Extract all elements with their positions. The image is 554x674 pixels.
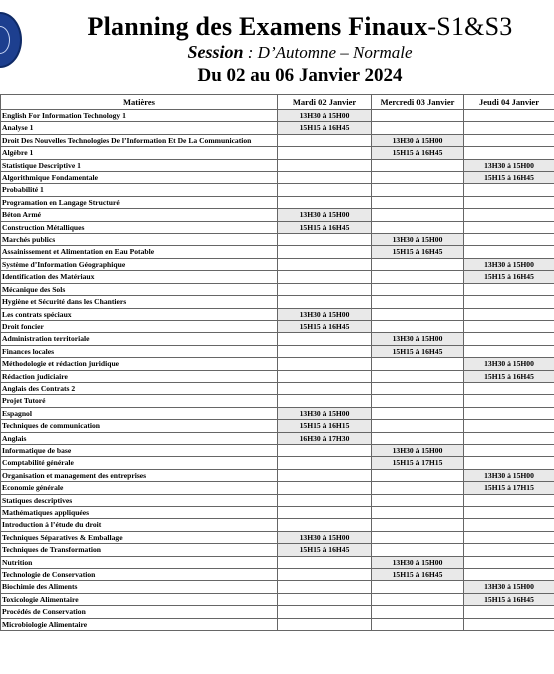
subject-cell: Mécanique des Sols: [1, 283, 278, 295]
mardi-slot-cell: [278, 196, 372, 208]
mercredi-slot-cell: [372, 172, 464, 184]
mercredi-slot-cell: [372, 382, 464, 394]
mardi-slot-cell: [278, 370, 372, 382]
mercredi-slot-cell: [372, 283, 464, 295]
table-row: [1, 531, 554, 543]
mercredi-slot-cell: [372, 581, 464, 593]
column-header-mercredi: Mercredi 03 Janvier: [372, 95, 464, 110]
subject-cell: English For Information Technology 1: [1, 110, 278, 122]
subject-cell: Hygiène et Sécurité dans les Chantiers: [1, 296, 278, 308]
mercredi-slot-cell: [372, 184, 464, 196]
mardi-slot-cell: [278, 134, 372, 146]
table-row: [1, 122, 554, 134]
jeudi-slot-cell: 13H30 à 15H00: [464, 258, 554, 270]
mardi-slot-cell: [278, 482, 372, 494]
jeudi-slot-cell: [464, 196, 554, 208]
subject-cell: Analyse 1: [1, 122, 278, 134]
jeudi-slot-cell: [464, 122, 554, 134]
mardi-slot-cell: [278, 271, 372, 283]
mardi-slot-cell: 13H30 à 15H00: [278, 110, 372, 122]
jeudi-slot-cell: 13H30 à 15H00: [464, 358, 554, 370]
mercredi-slot-cell: [372, 519, 464, 531]
subject-cell: Construction Métalliques: [1, 221, 278, 233]
mardi-slot-cell: [278, 519, 372, 531]
table-row: [1, 283, 554, 295]
subject-cell: Statistique Descriptive 1: [1, 159, 278, 171]
jeudi-slot-cell: [464, 432, 554, 444]
jeudi-slot-cell: [464, 457, 554, 469]
table-row: [1, 618, 554, 630]
mardi-slot-cell: [278, 358, 372, 370]
jeudi-slot-cell: [464, 569, 554, 581]
mardi-slot-cell: [278, 147, 372, 159]
subject-cell: Marchés publics: [1, 234, 278, 246]
jeudi-slot-cell: [464, 556, 554, 568]
mercredi-slot-cell: [372, 308, 464, 320]
mercredi-slot-cell: [372, 370, 464, 382]
mercredi-slot-cell: [372, 593, 464, 605]
mardi-slot-cell: 15H15 à 16H45: [278, 122, 372, 134]
jeudi-slot-cell: 15H15 à 16H45: [464, 593, 554, 605]
jeudi-slot-cell: 15H15 à 16H45: [464, 370, 554, 382]
mercredi-slot-cell: [372, 110, 464, 122]
subject-cell: Identification des Matériaux: [1, 271, 278, 283]
mardi-slot-cell: [278, 159, 372, 171]
exam-schedule-table: [0, 94, 554, 631]
mardi-slot-cell: [278, 593, 372, 605]
jeudi-slot-cell: [464, 320, 554, 332]
subject-cell: Programation en Langage Structuré: [1, 196, 278, 208]
mercredi-slot-cell: [372, 296, 464, 308]
table-row: [1, 507, 554, 519]
mercredi-slot-cell: [372, 196, 464, 208]
subject-cell: Introduction à l’étude du droit: [1, 519, 278, 531]
mardi-slot-cell: [278, 618, 372, 630]
jeudi-slot-cell: 15H15 à 16H45: [464, 271, 554, 283]
jeudi-slot-cell: 13H30 à 15H00: [464, 159, 554, 171]
table-row: [1, 544, 554, 556]
mardi-slot-cell: 15H15 à 16H45: [278, 221, 372, 233]
mercredi-slot-cell: [372, 320, 464, 332]
subject-cell: Béton Armé: [1, 209, 278, 221]
table-row: [1, 147, 554, 159]
subject-cell: Les contrats spéciaux: [1, 308, 278, 320]
table-row: [1, 593, 554, 605]
subject-cell: Espagnol: [1, 407, 278, 419]
jeudi-slot-cell: [464, 345, 554, 357]
mercredi-slot-cell: [372, 618, 464, 630]
table-row: [1, 407, 554, 419]
table-row: [1, 196, 554, 208]
table-row: [1, 606, 554, 618]
jeudi-slot-cell: [464, 544, 554, 556]
table-row: [1, 519, 554, 531]
subject-cell: Anglais: [1, 432, 278, 444]
table-row: [1, 482, 554, 494]
mercredi-slot-cell: [372, 432, 464, 444]
column-header-jeudi: Jeudi 04 Janvier: [464, 95, 554, 110]
table-row: [1, 209, 554, 221]
subject-cell: Projet Tutoré: [1, 395, 278, 407]
table-row: [1, 444, 554, 456]
mardi-slot-cell: 15H15 à 16H45: [278, 544, 372, 556]
mardi-slot-cell: [278, 569, 372, 581]
mercredi-slot-cell: [372, 271, 464, 283]
jeudi-slot-cell: 15H15 à 17H15: [464, 482, 554, 494]
mercredi-slot-cell: [372, 531, 464, 543]
table-row: [1, 333, 554, 345]
mardi-slot-cell: [278, 395, 372, 407]
subject-cell: Algorithmique Fondamentale: [1, 172, 278, 184]
subject-cell: Méthodologie et rédaction juridique: [1, 358, 278, 370]
title-main: Planning des Examens Finaux: [87, 12, 428, 41]
subject-cell: Techniques de communication: [1, 420, 278, 432]
jeudi-slot-cell: [464, 283, 554, 295]
subject-cell: Techniques Séparatives & Emballage: [1, 531, 278, 543]
jeudi-slot-cell: [464, 184, 554, 196]
mardi-slot-cell: 16H30 à 17H30: [278, 432, 372, 444]
jeudi-slot-cell: 15H15 à 16H45: [464, 172, 554, 184]
jeudi-slot-cell: [464, 494, 554, 506]
jeudi-slot-cell: [464, 395, 554, 407]
jeudi-slot-cell: [464, 296, 554, 308]
table-row: [1, 271, 554, 283]
jeudi-slot-cell: [464, 407, 554, 419]
subject-cell: Economie générale: [1, 482, 278, 494]
mardi-slot-cell: 13H30 à 15H00: [278, 209, 372, 221]
exam-dates: Du 02 au 06 Janvier 2024: [197, 65, 403, 86]
mercredi-slot-cell: [372, 122, 464, 134]
table-row: [1, 258, 554, 270]
table-row: [1, 420, 554, 432]
mardi-slot-cell: [278, 606, 372, 618]
mercredi-slot-cell: [372, 209, 464, 221]
mardi-slot-cell: [278, 333, 372, 345]
jeudi-slot-cell: [464, 507, 554, 519]
table-row: [1, 159, 554, 171]
mardi-slot-cell: 15H15 à 16H15: [278, 420, 372, 432]
mardi-slot-cell: [278, 172, 372, 184]
mercredi-slot-cell: 15H15 à 16H45: [372, 147, 464, 159]
mercredi-slot-cell: [372, 494, 464, 506]
session-word: Session: [187, 42, 244, 62]
jeudi-slot-cell: 13H30 à 15H00: [464, 469, 554, 481]
table-row: [1, 358, 554, 370]
table-body: [1, 110, 554, 631]
mardi-slot-cell: 15H15 à 16H45: [278, 320, 372, 332]
subject-cell: Technologie de Conservation: [1, 569, 278, 581]
subject-cell: Système d’Information Géographique: [1, 258, 278, 270]
mercredi-slot-cell: 15H15 à 17H15: [372, 457, 464, 469]
mardi-slot-cell: [278, 457, 372, 469]
mardi-slot-cell: [278, 296, 372, 308]
jeudi-slot-cell: [464, 618, 554, 630]
mercredi-slot-cell: 13H30 à 15H00: [372, 134, 464, 146]
jeudi-slot-cell: [464, 519, 554, 531]
table-row: [1, 370, 554, 382]
subject-cell: Statiques descriptives: [1, 494, 278, 506]
session-type: : D’Automne – Normale: [243, 43, 413, 62]
table-row: [1, 246, 554, 258]
jeudi-slot-cell: [464, 606, 554, 618]
mercredi-slot-cell: 15H15 à 16H45: [372, 569, 464, 581]
table-row: [1, 569, 554, 581]
mercredi-slot-cell: [372, 507, 464, 519]
column-header-subjects: Matières: [1, 95, 278, 110]
jeudi-slot-cell: [464, 420, 554, 432]
mardi-slot-cell: [278, 345, 372, 357]
title-suffix: -S1&S3: [427, 12, 513, 41]
mercredi-slot-cell: [372, 420, 464, 432]
jeudi-slot-cell: [464, 246, 554, 258]
subject-cell: Microbiologie Alimentaire: [1, 618, 278, 630]
table-header-row: [1, 95, 554, 110]
jeudi-slot-cell: [464, 134, 554, 146]
table-row: [1, 432, 554, 444]
subject-cell: Administration territoriale: [1, 333, 278, 345]
jeudi-slot-cell: [464, 147, 554, 159]
jeudi-slot-cell: [464, 221, 554, 233]
mardi-slot-cell: 13H30 à 15H00: [278, 531, 372, 543]
mercredi-slot-cell: 13H30 à 15H00: [372, 556, 464, 568]
subject-cell: Anglais des Contrats 2: [1, 382, 278, 394]
mercredi-slot-cell: [372, 606, 464, 618]
table-row: [1, 184, 554, 196]
jeudi-slot-cell: [464, 234, 554, 246]
subject-cell: Rédaction judiciaire: [1, 370, 278, 382]
university-logo: [0, 12, 22, 68]
mardi-slot-cell: [278, 382, 372, 394]
subject-cell: Nutrition: [1, 556, 278, 568]
subject-cell: Finances locales: [1, 345, 278, 357]
mardi-slot-cell: [278, 283, 372, 295]
table-row: [1, 110, 554, 122]
jeudi-slot-cell: [464, 531, 554, 543]
page-title: [60, 12, 540, 42]
subject-cell: Comptabilité générale: [1, 457, 278, 469]
subject-cell: Biochimie des Aliments: [1, 581, 278, 593]
mercredi-slot-cell: [372, 395, 464, 407]
table-row: [1, 345, 554, 357]
table-row: [1, 469, 554, 481]
mardi-slot-cell: [278, 444, 372, 456]
table-row: [1, 395, 554, 407]
mercredi-slot-cell: 15H15 à 16H45: [372, 345, 464, 357]
jeudi-slot-cell: [464, 110, 554, 122]
mardi-slot-cell: 13H30 à 15H00: [278, 407, 372, 419]
mercredi-slot-cell: [372, 482, 464, 494]
table-row: [1, 320, 554, 332]
mardi-slot-cell: [278, 494, 372, 506]
mardi-slot-cell: [278, 469, 372, 481]
table-row: [1, 134, 554, 146]
mardi-slot-cell: [278, 581, 372, 593]
mercredi-slot-cell: [372, 358, 464, 370]
mardi-slot-cell: [278, 258, 372, 270]
table-row: [1, 581, 554, 593]
subject-cell: Mathématiques appliquées: [1, 507, 278, 519]
mardi-slot-cell: [278, 556, 372, 568]
subject-cell: Droit foncier: [1, 320, 278, 332]
mercredi-slot-cell: [372, 159, 464, 171]
subject-cell: Probabilité 1: [1, 184, 278, 196]
mardi-slot-cell: [278, 507, 372, 519]
column-header-mardi: Mardi 02 Janvier: [278, 95, 372, 110]
jeudi-slot-cell: [464, 382, 554, 394]
mardi-slot-cell: [278, 234, 372, 246]
subject-cell: Procédés de Conservation: [1, 606, 278, 618]
mardi-slot-cell: 13H30 à 15H00: [278, 308, 372, 320]
subject-cell: Informatique de base: [1, 444, 278, 456]
table-row: [1, 382, 554, 394]
table-row: [1, 494, 554, 506]
jeudi-slot-cell: [464, 333, 554, 345]
jeudi-slot-cell: 13H30 à 15H00: [464, 581, 554, 593]
mercredi-slot-cell: [372, 469, 464, 481]
mercredi-slot-cell: 13H30 à 15H00: [372, 333, 464, 345]
session-line: [60, 42, 540, 63]
table-row: [1, 234, 554, 246]
jeudi-slot-cell: [464, 209, 554, 221]
jeudi-slot-cell: [464, 444, 554, 456]
subject-cell: Organisation et management des entreprises: [1, 469, 278, 481]
mardi-slot-cell: [278, 246, 372, 258]
mardi-slot-cell: [278, 184, 372, 196]
subject-cell: Toxicologie Alimentaire: [1, 593, 278, 605]
table-row: [1, 556, 554, 568]
mercredi-slot-cell: [372, 258, 464, 270]
mercredi-slot-cell: 13H30 à 15H00: [372, 444, 464, 456]
mercredi-slot-cell: 15H15 à 16H45: [372, 246, 464, 258]
table-row: [1, 296, 554, 308]
subject-cell: Algèbre 1: [1, 147, 278, 159]
table-row: [1, 172, 554, 184]
mercredi-slot-cell: [372, 221, 464, 233]
mercredi-slot-cell: [372, 544, 464, 556]
subject-cell: Techniques de Transformation: [1, 544, 278, 556]
mercredi-slot-cell: 13H30 à 15H00: [372, 234, 464, 246]
mercredi-slot-cell: [372, 407, 464, 419]
table-row: [1, 457, 554, 469]
table-row: [1, 221, 554, 233]
subject-cell: Droit Des Nouvelles Technologies De l’Information Et De La Communication: [1, 134, 278, 146]
jeudi-slot-cell: [464, 308, 554, 320]
subject-cell: Assainissement et Alimentation en Eau Potable: [1, 246, 278, 258]
table-row: [1, 308, 554, 320]
